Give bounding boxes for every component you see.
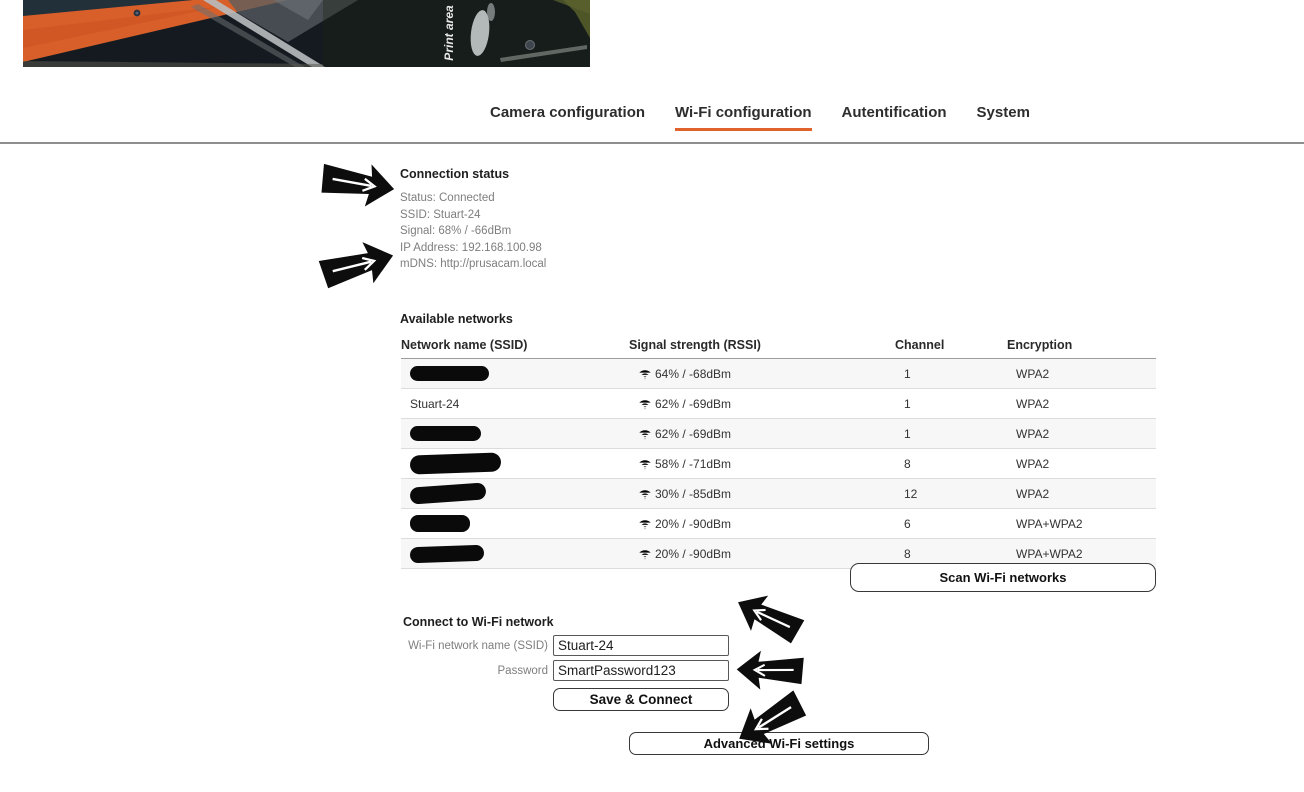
encryption-cell: WPA2 bbox=[1016, 366, 1050, 381]
available-networks-title: Available networks bbox=[400, 312, 513, 326]
encryption-cell: WPA2 bbox=[1016, 396, 1050, 411]
tab-wi-fi-configuration[interactable]: Wi-Fi configuration bbox=[675, 104, 812, 131]
connection-status-lines bbox=[400, 190, 546, 273]
redacted-ssid bbox=[410, 366, 489, 381]
encryption-cell: WPA2 bbox=[1016, 456, 1050, 471]
scan-wifi-networks-button[interactable]: Scan Wi-Fi networks bbox=[850, 563, 1156, 592]
table-row[interactable] bbox=[401, 479, 1156, 509]
channel-cell: 6 bbox=[904, 516, 911, 531]
connection-status-section bbox=[400, 167, 546, 273]
wifi-signal-icon bbox=[638, 547, 652, 560]
camera-snapshot bbox=[23, 0, 590, 67]
signal-text: 62% / -69dBm bbox=[655, 396, 732, 411]
annotation-arrow-icon bbox=[731, 648, 808, 694]
encryption-cell: WPA2 bbox=[1016, 426, 1050, 441]
column-header-channel: Channel bbox=[895, 336, 1007, 359]
signal-text: 62% / -69dBm bbox=[655, 426, 732, 441]
password-input[interactable] bbox=[553, 660, 729, 681]
wifi-signal-icon bbox=[638, 457, 652, 470]
connection-status-line: Status: Connected bbox=[400, 192, 495, 204]
redacted-ssid bbox=[410, 515, 470, 532]
column-header-encryption: Encryption bbox=[1007, 336, 1156, 359]
connect-section-title: Connect to Wi-Fi network bbox=[403, 615, 554, 629]
table-header-row bbox=[401, 336, 1156, 359]
signal-text: 58% / -71dBm bbox=[655, 456, 732, 471]
encryption-cell: WPA+WPA2 bbox=[1016, 546, 1083, 561]
connection-status-line: Signal: 68% / -66dBm bbox=[400, 225, 512, 237]
signal-text: 30% / -85dBm bbox=[655, 486, 732, 501]
column-header-signal: Signal strength (RSSI) bbox=[629, 336, 895, 359]
encryption-cell: WPA2 bbox=[1016, 486, 1050, 501]
redacted-ssid bbox=[409, 482, 486, 504]
ssid-field-label: Wi-Fi network name (SSID) bbox=[408, 639, 548, 652]
channel-cell: 1 bbox=[904, 396, 911, 411]
table-row[interactable] bbox=[401, 419, 1156, 449]
connection-status-title: Connection status bbox=[400, 167, 510, 181]
tab-autentification[interactable]: Autentification bbox=[841, 104, 947, 121]
password-field-label: Password bbox=[497, 664, 548, 677]
channel-cell: 1 bbox=[904, 426, 911, 441]
channel-cell: 8 bbox=[904, 546, 911, 561]
encryption-cell: WPA+WPA2 bbox=[1016, 516, 1083, 531]
ssid-text: Stuart-24 bbox=[410, 396, 460, 411]
connection-status-line: IP Address: 192.168.100.98 bbox=[400, 241, 542, 254]
printer-photo-graphic bbox=[23, 0, 590, 67]
wifi-signal-icon bbox=[638, 427, 652, 440]
channel-cell: 1 bbox=[904, 366, 911, 381]
column-header-ssid: Network name (SSID) bbox=[401, 336, 629, 359]
signal-text: 64% / -68dBm bbox=[655, 366, 732, 381]
tab-camera-configuration[interactable]: Camera configuration bbox=[490, 104, 646, 121]
table-row[interactable] bbox=[401, 359, 1156, 389]
channel-cell: 8 bbox=[904, 456, 911, 471]
annotation-arrow-icon bbox=[315, 231, 402, 299]
wifi-signal-icon bbox=[638, 487, 652, 500]
wifi-signal-icon bbox=[638, 397, 652, 410]
tab-bar bbox=[490, 104, 1030, 131]
ssid-input[interactable] bbox=[553, 635, 729, 656]
connect-form bbox=[330, 635, 750, 711]
redacted-ssid bbox=[410, 452, 502, 474]
channel-cell: 12 bbox=[904, 486, 918, 501]
table-row[interactable] bbox=[401, 509, 1156, 539]
available-networks-table bbox=[401, 336, 1156, 569]
table-row[interactable] bbox=[401, 389, 1156, 419]
redacted-ssid bbox=[410, 426, 481, 441]
table-row[interactable] bbox=[401, 449, 1156, 479]
wifi-signal-icon bbox=[638, 517, 652, 530]
connection-status-line: mDNS: http://prusacam.local bbox=[400, 258, 547, 270]
advanced-wifi-settings-button[interactable]: Advanced Wi-Fi settings bbox=[629, 732, 929, 755]
connection-status-line: SSID: Stuart-24 bbox=[400, 208, 481, 221]
tab-system[interactable]: System bbox=[976, 104, 1030, 121]
annotation-arrow-icon bbox=[317, 155, 399, 213]
redacted-ssid bbox=[410, 544, 485, 563]
signal-text: 20% / -90dBm bbox=[655, 546, 732, 561]
wifi-signal-icon bbox=[638, 367, 652, 380]
save-connect-button[interactable]: Save & Connect bbox=[553, 688, 729, 711]
tabbar-divider bbox=[0, 142, 1304, 144]
signal-text: 20% / -90dBm bbox=[655, 516, 732, 531]
print-area-label: Print area bbox=[442, 5, 456, 61]
